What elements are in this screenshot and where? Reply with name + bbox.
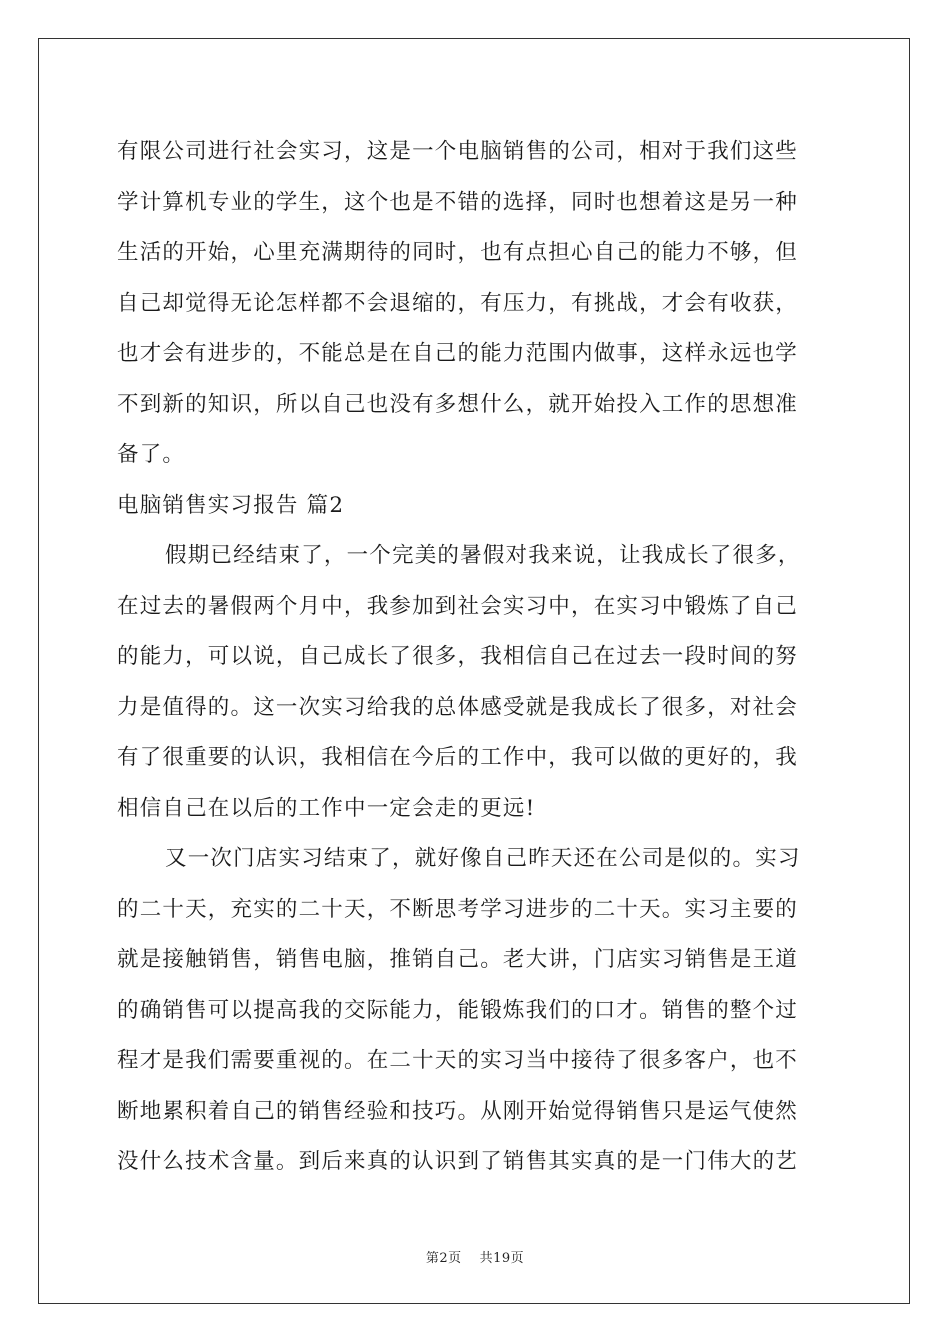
paragraph-3 bbox=[117, 834, 833, 1188]
text-line: 在过去的暑假两个月中，我参加到社会实习中，在实习中锻炼了自己 bbox=[117, 593, 799, 619]
text-line: 没什么技术含量。到后来真的认识到了销售其实真的是一门伟大的艺 bbox=[117, 1149, 799, 1174]
text-line: 程才是我们需要重视的。在二十天的实习当中接待了很多客户，也不 bbox=[117, 1048, 799, 1073]
text-line: 生活的开始，心里充满期待的同时，也有点担心自己的能力不够，但 bbox=[117, 240, 799, 265]
text-line: 的二十天，充实的二十天，不断思考学习进步的二十天。实习主要的 bbox=[117, 896, 799, 922]
text-line: 备了。 bbox=[117, 442, 186, 467]
text-line: 力是值得的。这一次实习给我的总体感受就是我成长了很多，对社会 bbox=[117, 694, 799, 720]
paragraph-2 bbox=[117, 531, 833, 834]
text-line: 不到新的知识，所以自己也没有多想什么，就开始投入工作的思想准 bbox=[117, 391, 799, 417]
document-body bbox=[117, 127, 833, 1188]
text-line: 的能力，可以说，自己成长了很多，我相信自己在过去一段时间的努 bbox=[117, 644, 799, 669]
text-line: 学计算机专业的学生，这个也是不错的选择，同时也想着这是另一种 bbox=[117, 189, 799, 215]
page-number: 第2页 bbox=[425, 1251, 462, 1266]
text-line: 相信自己在以后的工作中一定会走的更远! bbox=[117, 795, 536, 821]
text-line: 有限公司进行社会实习，这是一个电脑销售的公司，相对于我们这些 bbox=[117, 139, 799, 164]
text-line: 也才会有进步的，不能总是在自己的能力范围内做事，这样永远也学 bbox=[117, 341, 799, 366]
text-line: 断地累积着自己的销售经验和技巧。从刚开始觉得销售只是运气使然 bbox=[117, 1098, 799, 1124]
text-line: 就是接触销售，销售电脑，推销自己。老大讲，门店实习销售是王道 bbox=[117, 947, 799, 972]
text-line: 假期已经结束了，一个完美的暑假对我来说，让我成长了很多， bbox=[165, 543, 801, 568]
text-line: 自己却觉得无论怎样都不会退缩的，有压力，有挑战，才会有收获， bbox=[117, 290, 799, 316]
paragraph-continued bbox=[117, 127, 833, 481]
section-title: 电脑销售实习报告 篇2 bbox=[117, 492, 345, 518]
text-line: 的确销售可以提高我的交际能力，能锻炼我们的口才。销售的整个过 bbox=[117, 997, 799, 1023]
page-total: 共19页 bbox=[479, 1251, 525, 1266]
text-line: 又一次门店实习结束了，就好像自己昨天还在公司是似的。实习 bbox=[165, 846, 801, 871]
page-footer bbox=[0, 1247, 950, 1266]
text-line: 有了很重要的认识，我相信在今后的工作中，我可以做的更好的，我 bbox=[117, 745, 799, 770]
